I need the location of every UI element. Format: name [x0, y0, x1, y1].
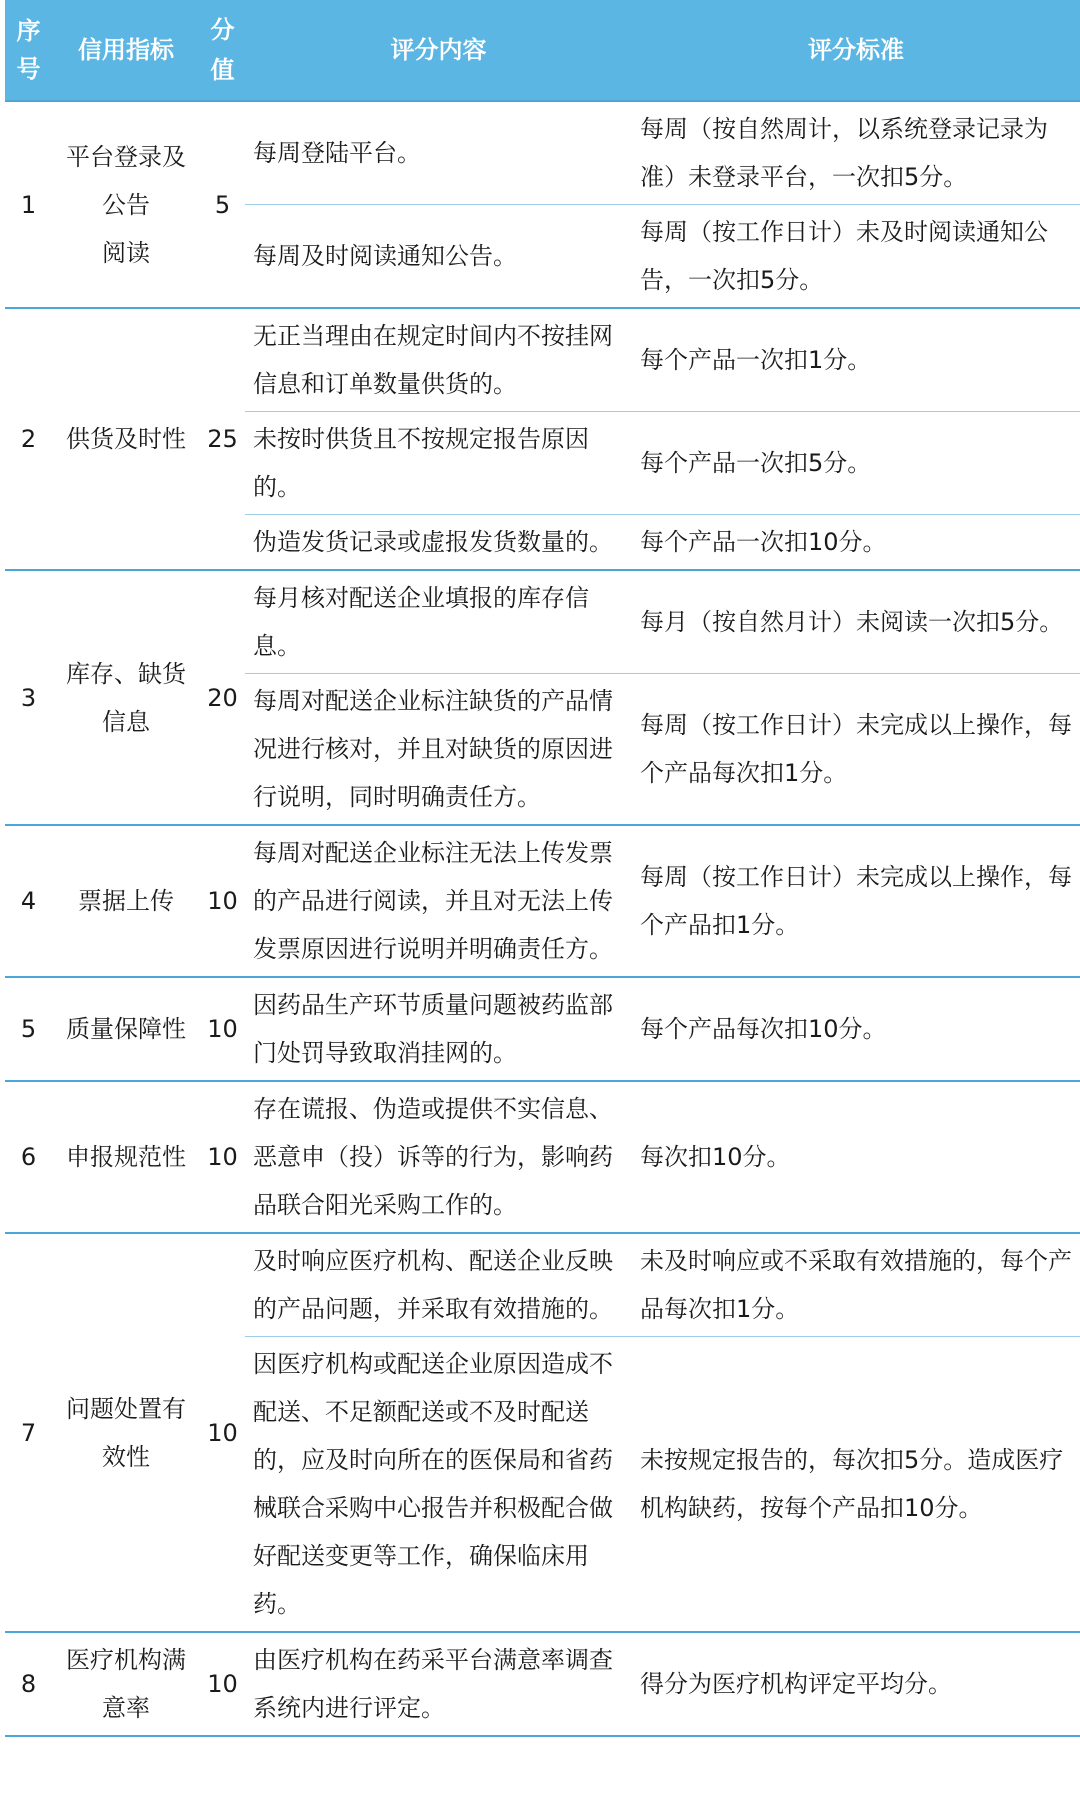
scoring-standard: 每月（按自然月计）未阅读一次扣5分。: [632, 570, 1080, 674]
credit-indicator-line: 信息: [102, 707, 150, 736]
credit-indicator-line: 供货及时性: [66, 425, 186, 453]
table-row: [5, 977, 1080, 1081]
scoring-content: 伪造发货记录或虚报发货数量的。: [245, 515, 632, 571]
score-value: 10: [200, 825, 245, 977]
score-value: 5: [200, 101, 245, 308]
credit-indicator-line: 效性: [102, 1442, 150, 1471]
score-value: 10: [200, 1233, 245, 1632]
header-standard: 评分标准: [632, 0, 1080, 101]
row-number: 3: [5, 570, 52, 825]
credit-indicator-line: 公告: [102, 190, 150, 219]
credit-indicator-line: 阅读: [102, 238, 150, 267]
credit-indicator: [52, 1233, 200, 1632]
scoring-standard: 每周（按工作日计）未及时阅读通知公告，一次扣5分。: [632, 205, 1080, 309]
row-number: 6: [5, 1081, 52, 1233]
credit-indicator-line: 质量保障性: [66, 1015, 186, 1043]
scoring-standard: 每个产品一次扣1分。: [632, 308, 1080, 412]
scoring-content: 由医疗机构在药采平台满意率调查系统内进行评定。: [245, 1632, 632, 1736]
scoring-standard: 未按规定报告的，每次扣5分。造成医疗机构缺药，按每个产品扣10分。: [632, 1337, 1080, 1633]
scoring-content: 每月核对配送企业填报的库存信息。: [245, 570, 632, 674]
table-row: [5, 308, 1080, 412]
header-no: [5, 0, 52, 101]
credit-indicator: [52, 570, 200, 825]
scoring-standard: 每个产品一次扣5分。: [632, 412, 1080, 515]
row-number: 4: [5, 825, 52, 977]
scoring-standard: 每周（按工作日计）未完成以上操作，每个产品每次扣1分。: [632, 674, 1080, 826]
credit-indicator: [52, 825, 200, 977]
table-row: [5, 1233, 1080, 1337]
header-no-line-1: 序: [16, 17, 41, 45]
scoring-content: 因药品生产环节质量问题被药监部门处罚导致取消挂网的。: [245, 977, 632, 1081]
scoring-standard: 每个产品每次扣10分。: [632, 977, 1080, 1081]
score-value: 10: [200, 1081, 245, 1233]
table-row: [5, 1081, 1080, 1233]
credit-indicator-line: 问题处置有: [66, 1394, 186, 1423]
scoring-standard: 每个产品一次扣10分。: [632, 515, 1080, 571]
scoring-content: 无正当理由在规定时间内不按挂网信息和订单数量供货的。: [245, 308, 632, 412]
scoring-content: 每周及时阅读通知公告。: [245, 205, 632, 309]
scoring-content: 及时响应医疗机构、配送企业反映的产品问题，并采取有效措施的。: [245, 1233, 632, 1337]
credit-indicator-line: 意率: [102, 1694, 150, 1722]
table-row: [5, 1632, 1080, 1736]
table-row: [5, 101, 1080, 205]
table-header-row: [5, 0, 1080, 101]
credit-indicator-line: 平台登录及: [66, 142, 186, 171]
table-row: [5, 570, 1080, 674]
table-row: [5, 825, 1080, 977]
credit-indicator-line: 医疗机构满: [66, 1646, 186, 1674]
scoring-content: 每周对配送企业标注无法上传发票的产品进行阅读，并且对无法上传发票原因进行说明并明确责任方。: [245, 825, 632, 977]
scoring-content: 因医疗机构或配送企业原因造成不配送、不足额配送或不及时配送的，应及时向所在的医保局和省药械联合采购中心报告并积极配合做好配送变更等工作，确保临床用药。: [245, 1337, 632, 1633]
credit-indicator: [52, 977, 200, 1081]
header-no-line-2: 号: [16, 55, 41, 83]
scoring-standard: 得分为医疗机构评定平均分。: [632, 1632, 1080, 1736]
scoring-content: 每周登陆平台。: [245, 101, 632, 205]
credit-indicator: [52, 1632, 200, 1736]
score-value: 20: [200, 570, 245, 825]
credit-indicator-line: 库存、缺货: [66, 659, 186, 688]
row-number: 1: [5, 101, 52, 308]
credit-indicator: [52, 1081, 200, 1233]
row-number: 5: [5, 977, 52, 1081]
scoring-standard: 未及时响应或不采取有效措施的，每个产品每次扣1分。: [632, 1233, 1080, 1337]
row-number: 8: [5, 1632, 52, 1736]
table-body: [5, 101, 1080, 1736]
scoring-content: 未按时供货且不按规定报告原因的。: [245, 412, 632, 515]
credit-scoring-table: [5, 0, 1080, 1737]
credit-indicator-line: 票据上传: [78, 887, 174, 915]
score-value: 25: [200, 308, 245, 570]
scoring-content: 存在谎报、伪造或提供不实信息、恶意申（投）诉等的行为，影响药品联合阳光采购工作的。: [245, 1081, 632, 1233]
credit-indicator: [52, 308, 200, 570]
header-content: 评分内容: [245, 0, 632, 101]
credit-indicator: [52, 101, 200, 308]
score-value: 10: [200, 1632, 245, 1736]
scoring-standard: 每周（按自然周计，以系统登录记录为准）未登录平台，一次扣5分。: [632, 101, 1080, 205]
credit-indicator-line: 申报规范性: [66, 1143, 186, 1171]
scoring-content: 每周对配送企业标注缺货的产品情况进行核对，并且对缺货的原因进行说明，同时明确责任方。: [245, 674, 632, 826]
scoring-standard: 每周（按工作日计）未完成以上操作，每个产品扣1分。: [632, 825, 1080, 977]
header-score: 分值: [200, 0, 245, 101]
header-indicator: 信用指标: [52, 0, 200, 101]
scoring-standard: 每次扣10分。: [632, 1081, 1080, 1233]
score-value: 10: [200, 977, 245, 1081]
row-number: 2: [5, 308, 52, 570]
row-number: 7: [5, 1233, 52, 1632]
